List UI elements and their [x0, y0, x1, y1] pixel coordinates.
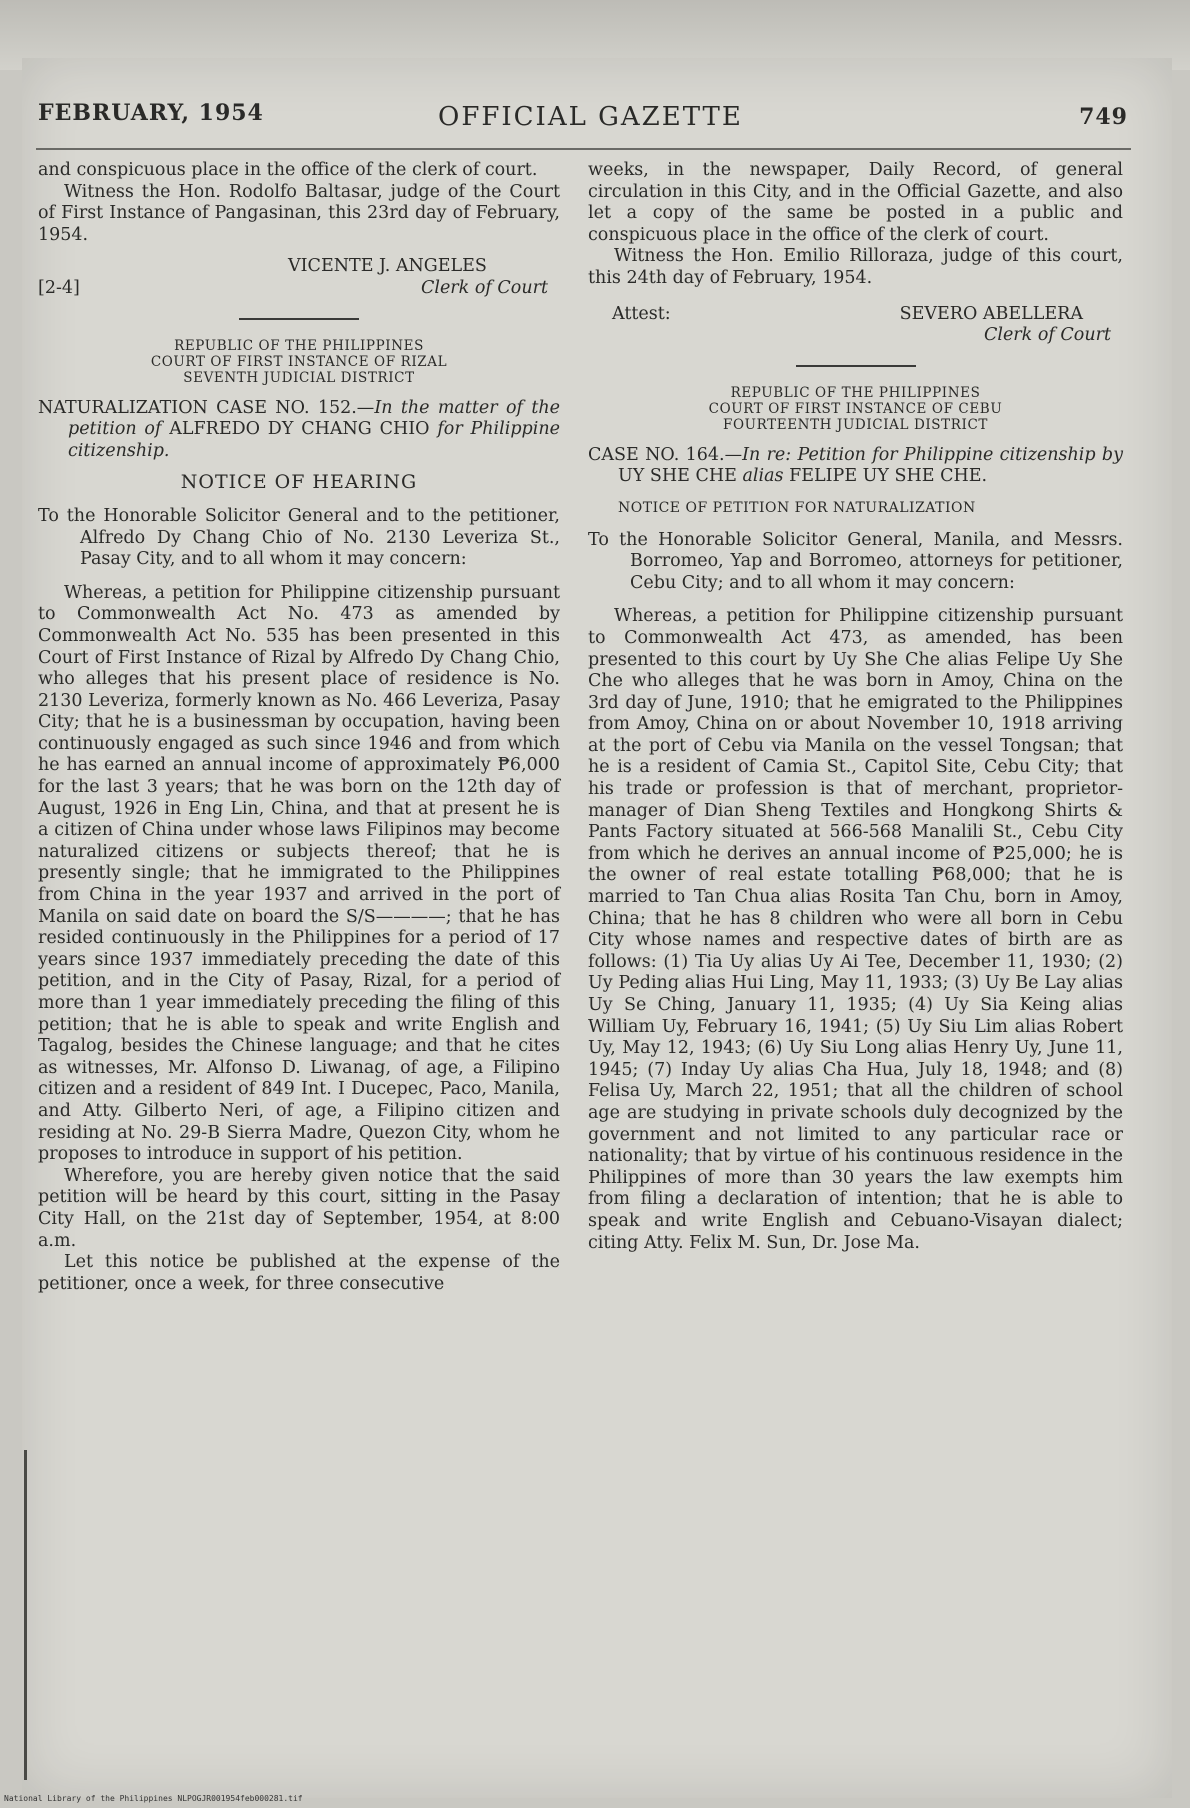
left-notice-title: NOTICE OF HEARING	[180, 471, 418, 494]
right-signer-title: Clerk of Court	[983, 325, 1111, 346]
running-header	[38, 98, 1128, 138]
scan-footer: National Library of the Philippines NLPOGJR001954feb000281.tif	[4, 1794, 303, 1803]
right-court-heading	[588, 385, 1123, 433]
case-label: CASE NO. 164.—	[588, 444, 743, 465]
left-publish: Let this notice be published at the expense of the petitioner, once a week, for three consecutive	[38, 1252, 560, 1294]
right-attest	[588, 304, 1123, 326]
case-text: In re: Petition for Philippine citizenship by	[742, 444, 1124, 465]
header-date: FEBRUARY, 1954	[38, 100, 264, 126]
right-notice-title: NOTICE OF PETITION FOR NATURALIZATION	[618, 499, 976, 516]
case-petitioner: ALFREDO DY CHANG CHIO	[169, 419, 430, 440]
header-title: OFFICIAL GAZETTE	[438, 102, 743, 132]
left-case-caption	[38, 398, 560, 463]
case-text: for Philippine citizenship.	[68, 419, 560, 461]
right-column	[588, 160, 1123, 1254]
left-signer-ref: [2-4]	[38, 277, 80, 298]
court-line: REPUBLIC OF THE PHILIPPINES	[174, 337, 424, 354]
left-signer-title: Clerk of Court	[420, 277, 548, 298]
section-divider	[796, 365, 916, 367]
left-wherefore: Wherefore, you are hereby given notice that the said petition will be heard by this court, sitting in the Pasay City Hall, on the 21st day of September, 1954, at 8:00 a.m.	[38, 1165, 560, 1251]
right-witness: Witness the Hon. Emilio Rilloraza, judge of this court, this 24th day of February, 1954.	[588, 246, 1123, 288]
case-text: In the matter of the petition of	[68, 397, 560, 440]
left-opening: and conspicuous place in the office of the clerk of court.	[38, 160, 538, 180]
page-number: 749	[1079, 104, 1128, 130]
left-witness: Witness the Hon. Rodolfo Baltasar, judge of the Court of First Instance of Pangasinan, this 23rd day of February, 1954.	[38, 181, 560, 245]
case-label: NATURALIZATION CASE NO. 152.—	[38, 397, 375, 418]
court-line: FOURTEENTH JUDICIAL DISTRICT	[723, 416, 988, 433]
case-alias: alias	[742, 466, 784, 487]
right-opening: weeks, in the newspaper, Daily Record, of general circulation in this City, and in the Official Gazette, and also let a copy of the same be posted in a public and conspicuous place in the office of the clerk of court.	[588, 160, 1123, 245]
right-addressee: To the Honorable Solicitor General, Manila, and Messrs. Borromeo, Yap and Borromeo, attorneys for petitioner, Cebu City; and to all whom it may concern:	[588, 529, 1123, 593]
court-line: COURT OF FIRST INSTANCE OF RIZAL	[150, 353, 448, 370]
left-body: Whereas, a petition for Philippine citizenship pursuant to Commonwealth Act No. 473 as amended by Commonwealth Act No. 535 has been presented in this Court of First Instance of Rizal by Alfredo Dy Chang Chio, who alleges that his present place of residence is No. 2130 Leveriza, formerly known as No. 466 Leveriza, Pasay City; that he is a businessman by occupation, having been continuously engaged as such since 1946 and from which he has earned an annual income of approximately ₱6,000 for the last 3 years; that he was born on the 12th day of August, 1926 in Eng Lin, China, and that at present he is a citizen of China under whose laws Filipinos may become naturalized citizens or subjects thereof; that he is presently single; that he immigrated to the Philippines from China in the year 1937 and arrived in the port of Manila on said date on board the S/S————; that he has resided continuously in the Philippines for a period of 17 years since 1937 immediately preceding the date of this petition, and in the City of Pasay, Rizal, for a period of more than 1 year immediately preceding the filing of this petition; that he is able to speak and write English and Tagalog, besides the Chinese language; and that he cites as witnesses, Mr. Alfonso D. Liwanag, of age, a Filipino citizen and a resident of 849 Int. I Ducepec, Paco, Manila, and Atty. Gilberto Neri, of age, a Filipino citizen and residing at No. 29-B Sierra Madre, Quezon City, whom he proposes to introduce in support of his petition.	[38, 582, 560, 1165]
left-column	[38, 160, 560, 1295]
case-petitioner-alias: FELIPE UY SHE CHE.	[789, 466, 988, 487]
case-petitioner: UY SHE CHE	[618, 466, 737, 487]
right-body: Whereas, a petition for Philippine citizenship pursuant to Commonwealth Act 473, as amended, has been presented to this court by Uy She Che alias Felipe Uy She Che who alleges that he was born in Amoy, China on the 3rd day of June, 1910; that he emigrated to the Philippines from Amoy, China on or about November 10, 1918 arriving at the port of Cebu via Manila on the vessel Tongsan; that he is a resident of Camia St., Capitol Site, Cebu City; that his trade or profession is that of merchant, proprietor-manager of Dian Sheng Textiles and Hongkong Shirts & Pants Factory situated at 566-568 Manalili St., Cebu City from which he derives an annual income of ₱25,000; he is the owner of real estate totalling ₱68,000; that he is married to Tan Chua alias Rosita Tan Chu, born in Amoy, China; that he has 8 children who were all born in Cebu City whose names and respective dates of birth are as follows: (1) Tia Uy alias Uy Ai Tee, December 11, 1930; (2) Uy Peding alias Hui Ling, May 11, 1933; (3) Uy Be Lay alias Uy Se Ching, January 11, 1935; (4) Uy Sia Keing alias William Uy, February 16, 1941; (5) Uy Siu Lim alias Robert Uy, May 12, 1943; (6) Uy Siu Long alias Henry Uy, June 11, 1945; (7) Inday Uy alias Cha Hua, July 18, 1948; and (8) Felisa Uy, March 22, 1951; that all the children of school age are studying in private schools duly decognized by the government and not limited to any particular race or nationality; that by virtue of his continuous residence in the Philippines of more than 30 years the law exempts him from filing a declaration of intention; that he is able to speak and write English and Cebuano-Visayan dialect; citing Atty. Felix M. Sun, Dr. Jose Ma.	[588, 606, 1123, 1253]
right-case-caption	[588, 445, 1123, 488]
header-rule	[36, 148, 1131, 150]
right-signer-name: SEVERO ABELLERA	[899, 303, 1083, 324]
section-divider	[239, 318, 359, 320]
court-line: SEVENTH JUDICIAL DISTRICT	[183, 369, 415, 386]
left-signature	[38, 256, 560, 299]
left-court-heading	[38, 338, 560, 386]
binding-edge	[24, 1450, 27, 1780]
left-signer-name: VICENTE J. ANGELES	[288, 256, 487, 277]
left-addressee: To the Honorable Solicitor General and to the petitioner, Alfredo Dy Chang Chio of No. 2130 Leveriza St., Pasay City, and to all whom it may concern:	[38, 505, 560, 570]
court-line: REPUBLIC OF THE PHILIPPINES	[730, 384, 981, 401]
court-line: COURT OF FIRST INSTANCE OF CEBU	[708, 400, 1003, 417]
attest-label: Attest:	[612, 303, 671, 324]
